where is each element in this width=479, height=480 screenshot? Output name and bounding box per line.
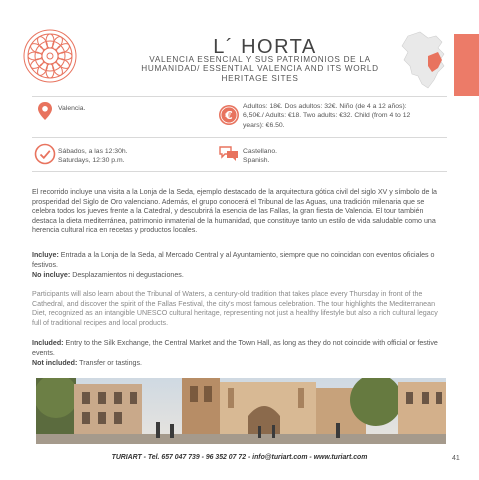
- rosette-logo-icon: [22, 28, 78, 84]
- section-tab: [454, 34, 479, 96]
- not-included-text: Transfer or tastings.: [79, 359, 142, 367]
- location-pin-icon: [34, 100, 56, 122]
- subtitle-line: HERITAGE SITES: [221, 73, 299, 83]
- not-included-label: Not included:: [32, 359, 78, 367]
- speech-bubbles-icon: [218, 143, 240, 165]
- price-line: Adultos: 18€. Dos adultos: 32€. Niño (de 4 a 12 años):: [243, 103, 407, 110]
- divider: [32, 96, 447, 97]
- schedule-text: [58, 147, 128, 166]
- page-title: L´ HORTA: [213, 36, 317, 58]
- included-text: Entrada a la Lonja de la Seda, al Mercado Central y al Ayuntamiento, siempre que no coincidan con eventos oficiales o festivos.: [32, 251, 435, 269]
- not-included-label: No incluye:: [32, 271, 71, 279]
- price-text: [243, 102, 448, 130]
- schedule-line: Sábados, a las 12:30h.: [58, 148, 128, 155]
- not-included-en: [32, 359, 447, 369]
- included-label: Included:: [32, 339, 64, 347]
- footer-contact: TURIART - Tel. 657 047 739 - 96 352 07 72 - info@turiart.com - www.turiart.com: [111, 454, 368, 461]
- description-es: El recorrido incluye una visita a la Lonja de la Seda, ejemplo destacado de la arquitectura gótica civil del siglo XV y símbolo de la prosperidad del Siglo de Oro valenciano. Además, el grupo conocerá el Tribunal de las Aguas, una tradición milenaria que se celebra todos los jueves frente a la Catedral, y descubrirá la esencia de las Fallas, la gran fiesta de Valencia. El tour también destaca la dieta mediterránea, patrimonio inmaterial de la humanidad, que constituye tanto un estilo de vida saludable como una herencia cultural rica en recetas y productos locales.: [32, 188, 437, 235]
- subtitle-line: VALENCIA ESENCIAL Y SUS PATRIMONIOS DE LA: [149, 55, 371, 64]
- check-icon: [34, 143, 56, 165]
- not-included-text: Desplazamientos ni degustaciones.: [72, 271, 184, 279]
- subtitle-line: HUMANIDAD/ ESSENTIAL VALENCIA AND ITS WORLD: [141, 64, 379, 74]
- language-line: Castellano.: [243, 148, 278, 155]
- included-en: [32, 339, 447, 358]
- page-number: 41: [452, 455, 460, 462]
- language-text: [243, 147, 277, 166]
- location-text: Valencia.: [58, 105, 86, 112]
- price-line: 6,50€./ Adults: €18. Two adults: €32. Child (from 4 to 12: [243, 112, 411, 120]
- page-subtitle: [110, 55, 410, 83]
- not-included-es: [32, 271, 447, 281]
- price-line: years): €6.50.: [243, 121, 285, 129]
- schedule-line: Saturdays, 12:30 p.m.: [58, 157, 125, 165]
- valencia-street-photo: [36, 378, 446, 444]
- description-en: Participants will also learn about the Tribunal of Waters, a century-old tradition that takes place every Thursday in front of the Cathedral, and discover the spirit of the Fallas Festival, the city's most famous celebration. The tour highlights the Mediterranean Diet, recognized as an intangible UNESCO cultural heritage, representing not just a healthy lifestyle but also a rich cultural legacy full of traditional recipes and local products.: [32, 290, 438, 327]
- included-text: Entry to the Silk Exchange, the Central Market and the Town Hall, as long as they do not coincide with official or festive events.: [32, 339, 438, 357]
- divider: [32, 171, 447, 172]
- divider: [32, 137, 447, 138]
- included-label: Incluye:: [32, 251, 59, 259]
- euro-icon: [218, 104, 240, 126]
- region-map: [398, 30, 450, 90]
- included-es: [32, 251, 447, 270]
- svg-text:€: €: [225, 109, 233, 122]
- language-line: Spanish.: [243, 157, 270, 165]
